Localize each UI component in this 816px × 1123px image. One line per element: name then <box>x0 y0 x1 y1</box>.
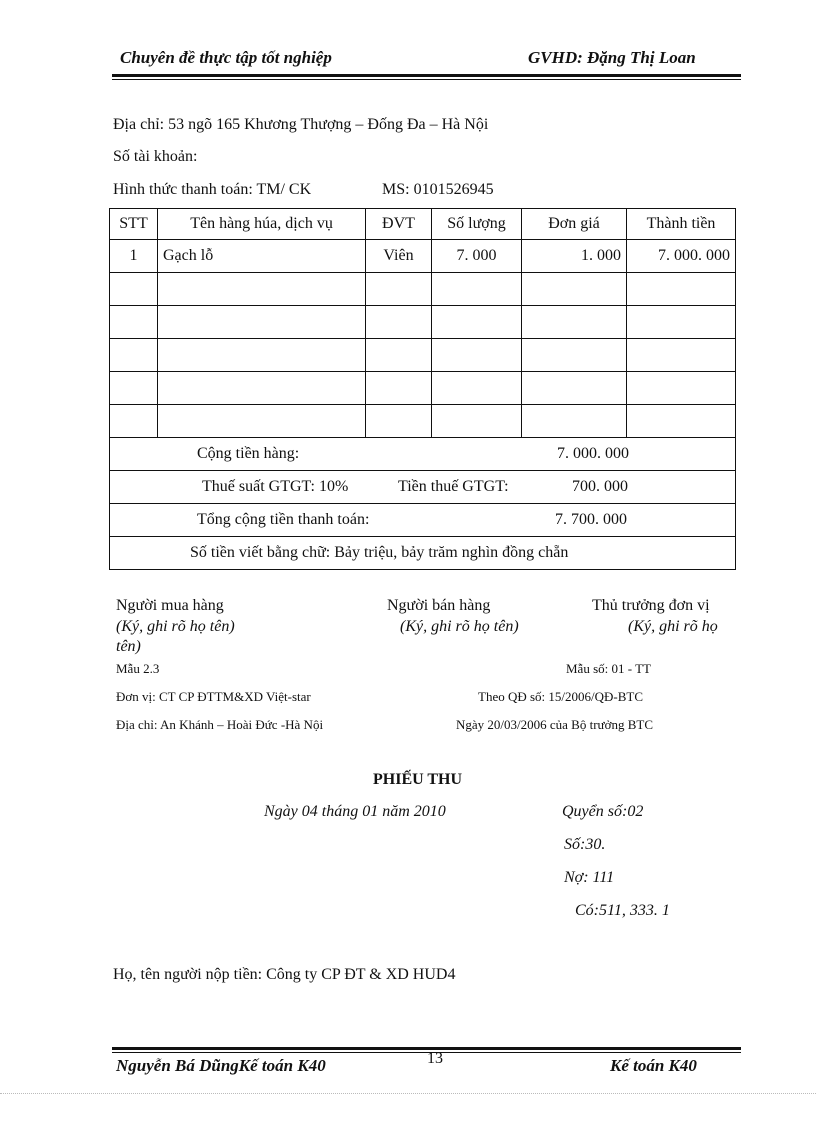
form-number: Mẫu số: 01 - TT <box>566 661 651 676</box>
header-right-title: GVHD: Đặng Thị Loan <box>528 48 696 67</box>
seller-address: Địa chỉ: 53 ngõ 165 Khương Thượng – Đống Đa – Hà Nội <box>113 116 489 133</box>
page-bottom-edge <box>0 1093 816 1094</box>
empty-table-row <box>110 372 736 405</box>
receipt-title: PHIẾU THU <box>373 771 463 788</box>
total-row <box>110 504 736 537</box>
invoice-table <box>109 208 736 570</box>
table-header-row <box>110 209 736 240</box>
amount-in-words: Số tiền viết bằng chữ: Bảy triệu, bảy trăm nghìn đồng chẵn <box>190 544 569 561</box>
vat-amount-label: Tiền thuế GTGT: <box>398 478 509 495</box>
subtotal-value: 7. 000. 000 <box>557 445 629 462</box>
head-signature-note: (Ký, ghi rõ họ <box>628 618 718 635</box>
seller-signature-label: Người bán hàng <box>387 597 491 614</box>
decision-date: Ngày 20/03/2006 của Bộ trưởng BTC <box>456 717 653 732</box>
table-cell: 1. 000 <box>522 240 627 273</box>
receipt-book-number: Quyển số:02 <box>562 803 644 820</box>
header-left-title: Chuyên đề thực tập tốt nghiệp <box>120 48 332 67</box>
receipt-date: Ngày 04 tháng 01 năm 2010 <box>264 803 446 820</box>
payment-method: Hình thức thanh toán: TM/ CK <box>113 181 312 198</box>
empty-table-row <box>110 273 736 306</box>
column-header: Số lượng <box>432 209 522 240</box>
footer-right: Kế toán K40 <box>610 1056 697 1075</box>
page-number: 13 <box>427 1050 443 1067</box>
empty-table-row <box>110 405 736 438</box>
tax-code: MS: 0101526945 <box>382 181 494 198</box>
total-value: 7. 700. 000 <box>555 511 627 528</box>
table-row <box>110 240 736 273</box>
column-header: ĐVT <box>366 209 432 240</box>
payer-name: Họ, tên người nộp tiền: Công ty CP ĐT & XD HUD4 <box>113 966 456 983</box>
column-header: Đơn giá <box>522 209 627 240</box>
buyer-signature-label: Người mua hàng <box>116 597 224 614</box>
seller-signature-note: (Ký, ghi rõ họ tên) <box>400 618 519 635</box>
head-signature-note-cont: tên) <box>116 638 141 655</box>
table-cell: 7. 000. 000 <box>627 240 736 273</box>
receipt-debit: Nợ: 111 <box>564 869 615 886</box>
header-rule-thin <box>112 79 741 80</box>
decision-ref: Theo QĐ số: 15/2006/QĐ-BTC <box>478 689 644 704</box>
table-cell: Gạch lỗ <box>158 240 366 273</box>
column-header: STT <box>110 209 158 240</box>
template-code: Mẫu 2.3 <box>116 661 160 676</box>
receipt-number: Số:30. <box>564 836 606 853</box>
table-cell: 1 <box>110 240 158 273</box>
amount-in-words-row <box>110 537 736 570</box>
total-label: Tổng cộng tiền thanh toán: <box>197 511 370 528</box>
issuing-unit: Đơn vị: CT CP ĐTTM&XD Việt-star <box>116 689 311 704</box>
vat-rate: Thuế suất GTGT: 10% <box>202 478 349 495</box>
subtotal-row <box>110 438 736 471</box>
table-cell: 7. 000 <box>432 240 522 273</box>
unit-address: Địa chỉ: An Khánh – Hoài Đức -Hà Nội <box>116 717 324 732</box>
footer-author: Nguyễn Bá DũngKế toán K40 <box>116 1056 326 1075</box>
vat-amount-value: 700. 000 <box>572 478 628 495</box>
receipt-credit: Có:511, 333. 1 <box>575 902 670 919</box>
vat-row <box>110 471 736 504</box>
head-signature-label: Thủ trưởng đơn vị <box>592 597 710 614</box>
column-header: Thành tiền <box>627 209 736 240</box>
seller-account: Số tài khoản: <box>113 148 198 165</box>
column-header: Tên hàng húa, dịch vụ <box>158 209 366 240</box>
subtotal-label: Cộng tiền hàng: <box>197 445 300 462</box>
buyer-signature-note: (Ký, ghi rõ họ tên) <box>116 618 235 635</box>
empty-table-row <box>110 339 736 372</box>
header-rule-thick <box>112 74 741 77</box>
table-cell: Viên <box>366 240 432 273</box>
empty-table-row <box>110 306 736 339</box>
